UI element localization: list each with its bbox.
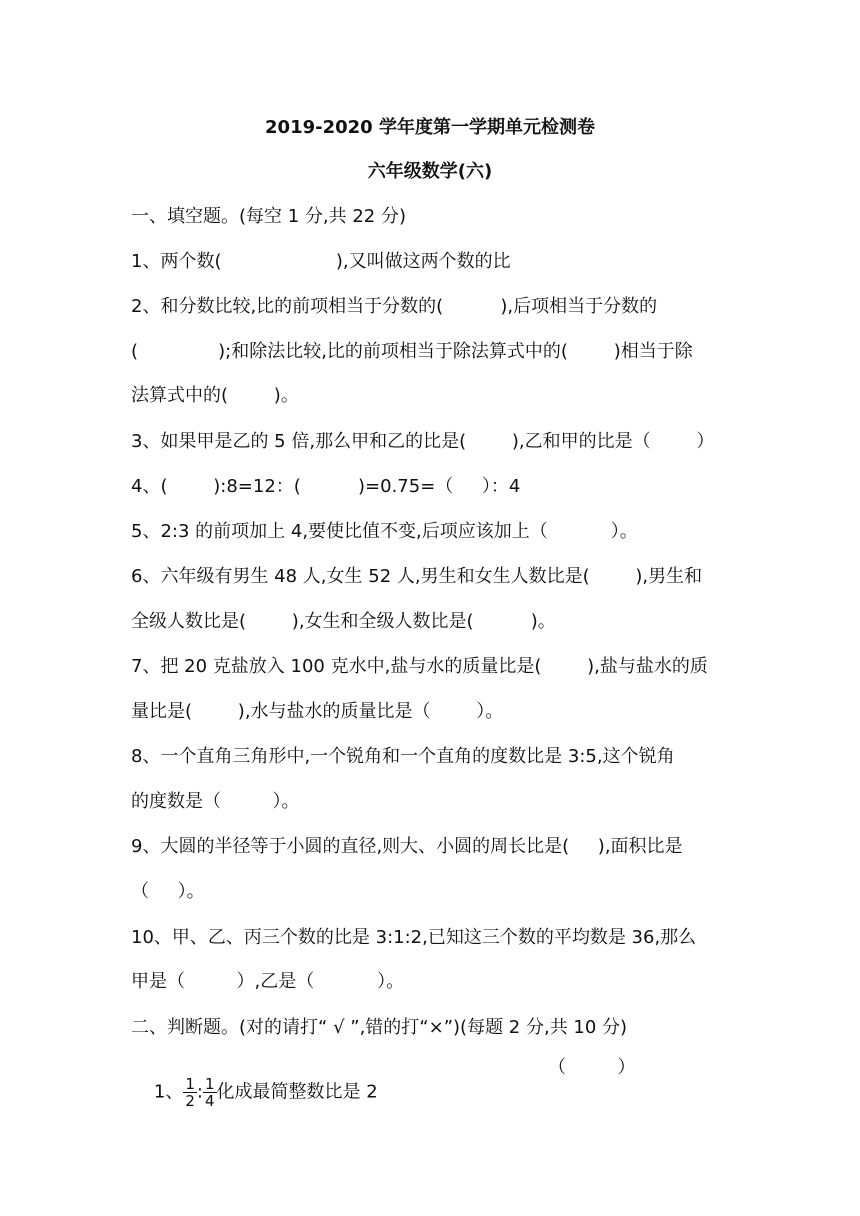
question-line: 6、六年级有男生 48 人,女生 52 人,男生和女生人数比是( ),男生和	[131, 566, 703, 587]
question-line: （ ）。	[131, 881, 205, 902]
question-line: 10、甲、乙、丙三个数的比是 3:1:2,已知这三个数的平均数是 36,那么	[131, 927, 697, 948]
section-heading-true-false: 二、判断题。(对的请打“ √ ”,错的打“×”)(每题 2 分,共 10 分)	[131, 1017, 628, 1038]
question-text: 化成最简整数比是 2	[216, 1081, 378, 1103]
question-number: 1、	[153, 1081, 184, 1103]
question-line: 2、和分数比较,比的前项相当于分数的( ),后项相当于分数的	[131, 296, 658, 317]
question-line: 3、如果甲是乙的 5 倍,那么甲和乙的比是( ),乙和甲的比是（ ）	[131, 431, 715, 452]
question-line: 法算式中的( )。	[131, 385, 299, 406]
true-false-question-1	[131, 1052, 378, 1133]
question-line: 的度数是（ ）。	[131, 791, 300, 812]
question-line: 4、( ):8=12：( )=0.75=（ ）：4	[131, 476, 521, 497]
question-line: 甲是（ ）,乙是（ ）。	[131, 971, 405, 992]
question-line: ( );和除法比较,比的前项相当于除法算式中的( )相当于除	[131, 341, 693, 362]
question-line: 8、一个直角三角形中,一个锐角和一个直角的度数比是 3:5,这个锐角	[131, 746, 675, 767]
section-heading-fill-blank: 一、填空题。(每空 1 分,共 22 分)	[131, 206, 407, 227]
fraction-one-half: $\frac{1}{2}$	[185, 1075, 195, 1110]
fraction-one-quarter: $\frac{1}{4}$	[204, 1075, 215, 1110]
question-line: 7、把 20 克盐放入 100 克水中,盐与水的质量比是( ),盐与盐水的质	[131, 656, 708, 677]
question-line: 9、大圆的半径等于小圆的直径,则大、小圆的周长比是( ),面积比是	[131, 836, 683, 857]
document-title: 2019-2020 学年度第一学期单元检测卷	[265, 117, 595, 138]
question-line: 量比是( ),水与盐水的质量比是（ ）。	[131, 701, 504, 722]
question-line: 5、2:3 的前项加上 4,要使比值不变,后项应该加上（ ）。	[131, 521, 638, 542]
document-subtitle: 六年级数学(六)	[367, 161, 493, 182]
question-line: 全级人数比是( ),女生和全级人数比是( )。	[131, 611, 556, 632]
answer-bracket[interactable]: （ ）	[548, 1057, 636, 1078]
ratio-colon: :	[196, 1081, 203, 1103]
question-line: 1、两个数( ),又叫做这两个数的比	[131, 251, 511, 272]
